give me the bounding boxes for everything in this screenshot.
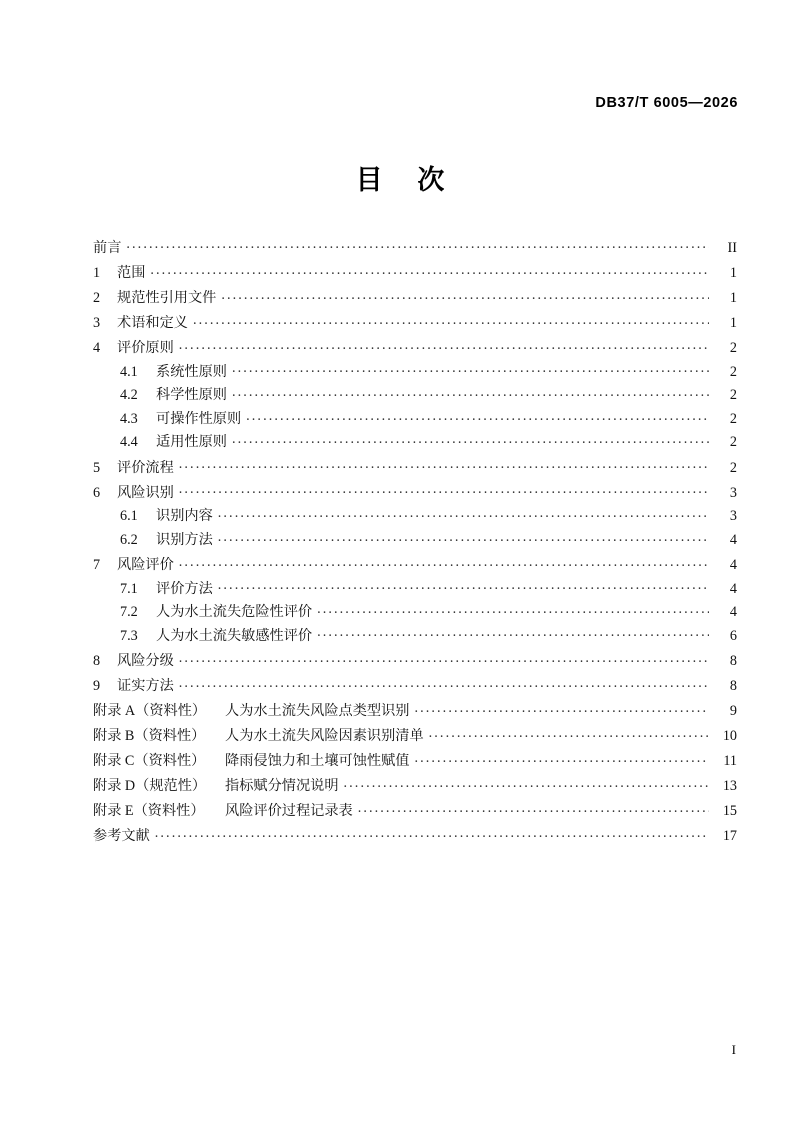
toc-entry-page: 3 bbox=[729, 508, 737, 525]
toc-entry-number: 8 bbox=[93, 652, 101, 669]
toc-entry-label: 证实方法 bbox=[117, 677, 174, 694]
toc-entry-number: 4.2 bbox=[120, 387, 138, 404]
toc-entry[interactable] bbox=[93, 602, 737, 626]
toc-entry-label: 识别方法 bbox=[156, 531, 213, 548]
toc-entry-label: 附录 D（规范性） bbox=[93, 778, 207, 795]
toc-entry[interactable] bbox=[93, 338, 737, 362]
toc-entry[interactable] bbox=[93, 457, 737, 481]
table-of-contents bbox=[93, 236, 737, 850]
toc-entry-label: 可操作性原则 bbox=[156, 410, 242, 427]
toc-entry-page: 17 bbox=[722, 828, 737, 845]
toc-entry-label: 适用性原则 bbox=[156, 434, 227, 451]
toc-entry-page: 2 bbox=[729, 410, 737, 427]
toc-leader-dots bbox=[232, 385, 709, 399]
toc-entry-page: 10 bbox=[722, 728, 737, 745]
toc-entry-label: 风险识别 bbox=[117, 484, 174, 501]
toc-entry-page: 1 bbox=[729, 264, 737, 281]
toc-entry-label: 人为水土流失敏感性评价 bbox=[156, 627, 313, 644]
toc-entry-title: 降雨侵蚀力和土壤可蚀性赋值 bbox=[225, 753, 410, 770]
toc-entry-number: 7.3 bbox=[120, 627, 138, 644]
toc-entry-label: 附录 A（资料性） bbox=[93, 702, 207, 719]
toc-entry[interactable] bbox=[93, 801, 737, 825]
page-title: 目 次 bbox=[355, 165, 459, 195]
toc-entry[interactable] bbox=[93, 776, 737, 800]
toc-leader-dots bbox=[221, 288, 709, 302]
toc-entry-number: 5 bbox=[93, 459, 101, 476]
toc-entry-page: 6 bbox=[729, 627, 737, 644]
toc-leader-dots bbox=[429, 726, 709, 740]
toc-entry-title: 指标赋分情况说明 bbox=[225, 778, 339, 795]
toc-entry-label: 人为水土流失危险性评价 bbox=[156, 604, 313, 621]
toc-leader-dots bbox=[344, 776, 709, 790]
toc-entry[interactable] bbox=[93, 432, 737, 456]
toc-entry[interactable] bbox=[93, 726, 737, 750]
toc-entry-page: 2 bbox=[729, 459, 737, 476]
toc-leader-dots bbox=[218, 578, 709, 592]
toc-entry-label: 科学性原则 bbox=[156, 387, 227, 404]
toc-entry-label: 附录 C（资料性） bbox=[93, 753, 206, 770]
toc-entry-number: 7.2 bbox=[120, 604, 138, 621]
toc-entry-label: 评价方法 bbox=[156, 580, 213, 597]
toc-leader-dots bbox=[179, 651, 709, 665]
toc-entry-number: 6.1 bbox=[120, 508, 138, 525]
toc-entry-label: 前言 bbox=[93, 239, 122, 256]
toc-entry-number: 3 bbox=[93, 314, 101, 331]
toc-entry-page: 8 bbox=[729, 652, 737, 669]
toc-leader-dots bbox=[232, 432, 709, 446]
toc-entry-page: 4 bbox=[729, 604, 737, 621]
toc-entry-number: 2 bbox=[93, 289, 101, 306]
toc-leader-dots bbox=[246, 409, 709, 423]
toc-entry[interactable] bbox=[93, 409, 737, 433]
toc-entry-page: 4 bbox=[729, 580, 737, 597]
toc-entry-label: 附录 B（资料性） bbox=[93, 728, 206, 745]
toc-leader-dots bbox=[179, 555, 709, 569]
toc-leader-dots bbox=[126, 238, 709, 252]
toc-entry[interactable] bbox=[93, 676, 737, 700]
toc-entry[interactable] bbox=[93, 313, 737, 337]
toc-leader-dots bbox=[232, 361, 709, 375]
toc-entry-number: 9 bbox=[93, 677, 101, 694]
toc-leader-dots bbox=[358, 801, 709, 815]
toc-leader-dots bbox=[193, 313, 709, 327]
toc-entry-page: 13 bbox=[722, 778, 737, 795]
toc-entry-page: 9 bbox=[729, 702, 737, 719]
toc-entry-title: 人为水土流失风险因素识别清单 bbox=[225, 728, 424, 745]
toc-leader-dots bbox=[414, 701, 709, 715]
toc-entry-number: 7 bbox=[93, 556, 101, 573]
toc-entry-label: 规范性引用文件 bbox=[117, 289, 217, 306]
toc-entry-label: 系统性原则 bbox=[156, 363, 227, 380]
toc-entry[interactable] bbox=[93, 826, 737, 850]
toc-entry-title: 风险评价过程记录表 bbox=[225, 803, 353, 820]
toc-entry[interactable] bbox=[93, 482, 737, 506]
toc-entry-number: 4.3 bbox=[120, 410, 138, 427]
toc-entry-page: 11 bbox=[723, 753, 737, 770]
toc-entry-page: II bbox=[727, 239, 737, 256]
toc-leader-dots bbox=[155, 826, 709, 840]
toc-entry-label: 风险分级 bbox=[117, 652, 174, 669]
toc-entry-page: 2 bbox=[729, 363, 737, 380]
toc-entry-page: 2 bbox=[729, 340, 737, 357]
standard-code-header: DB37/T 6005—2026 bbox=[595, 95, 738, 111]
toc-entry[interactable] bbox=[93, 361, 737, 385]
toc-entry-page: 1 bbox=[729, 289, 737, 306]
toc-leader-dots bbox=[179, 457, 709, 471]
toc-entry-page: 15 bbox=[722, 803, 737, 820]
toc-entry-label: 识别内容 bbox=[156, 508, 213, 525]
toc-entry[interactable] bbox=[93, 288, 737, 312]
toc-entry[interactable] bbox=[93, 238, 737, 262]
toc-entry[interactable] bbox=[93, 626, 737, 650]
toc-leader-dots bbox=[317, 626, 709, 640]
toc-leader-dots bbox=[150, 263, 709, 277]
toc-entry-label: 评价流程 bbox=[117, 459, 174, 476]
toc-entry[interactable] bbox=[93, 751, 737, 775]
toc-entry-label: 附录 E（资料性） bbox=[93, 803, 205, 820]
toc-entry[interactable] bbox=[93, 578, 737, 602]
toc-entry-number: 6 bbox=[93, 484, 101, 501]
toc-entry-page: 4 bbox=[729, 531, 737, 548]
toc-entry-title: 人为水土流失风险点类型识别 bbox=[225, 702, 410, 719]
toc-entry[interactable] bbox=[93, 651, 737, 675]
toc-entry-page: 3 bbox=[729, 484, 737, 501]
toc-entry[interactable] bbox=[93, 555, 737, 579]
toc-entry-number: 1 bbox=[93, 264, 101, 281]
toc-entry[interactable] bbox=[93, 530, 737, 554]
toc-entry-page: 1 bbox=[729, 314, 737, 331]
toc-leader-dots bbox=[317, 602, 709, 616]
toc-entry[interactable] bbox=[93, 506, 737, 530]
toc-entry-page: 2 bbox=[729, 387, 737, 404]
toc-entry-number: 4 bbox=[93, 340, 101, 357]
toc-entry-label: 术语和定义 bbox=[117, 314, 188, 331]
toc-leader-dots bbox=[414, 751, 709, 765]
toc-leader-dots bbox=[179, 676, 709, 690]
toc-entry-number: 4.4 bbox=[120, 434, 138, 451]
toc-entry-number: 4.1 bbox=[120, 363, 138, 380]
toc-entry-label: 参考文献 bbox=[93, 828, 150, 845]
toc-entry-page: 4 bbox=[729, 556, 737, 573]
toc-entry-number: 7.1 bbox=[120, 580, 138, 597]
toc-entry-label: 范围 bbox=[117, 264, 146, 281]
toc-entry-label: 评价原则 bbox=[117, 340, 174, 357]
toc-leader-dots bbox=[218, 530, 709, 544]
toc-entry-page: 2 bbox=[729, 434, 737, 451]
toc-entry[interactable] bbox=[93, 385, 737, 409]
toc-leader-dots bbox=[179, 482, 709, 496]
footer-page-number: I bbox=[731, 1042, 736, 1057]
toc-entry-label: 风险评价 bbox=[117, 556, 174, 573]
toc-leader-dots bbox=[218, 506, 709, 520]
toc-leader-dots bbox=[179, 338, 709, 352]
toc-entry-page: 8 bbox=[729, 677, 737, 694]
toc-entry[interactable] bbox=[93, 263, 737, 287]
toc-entry-number: 6.2 bbox=[120, 531, 138, 548]
toc-entry[interactable] bbox=[93, 701, 737, 725]
